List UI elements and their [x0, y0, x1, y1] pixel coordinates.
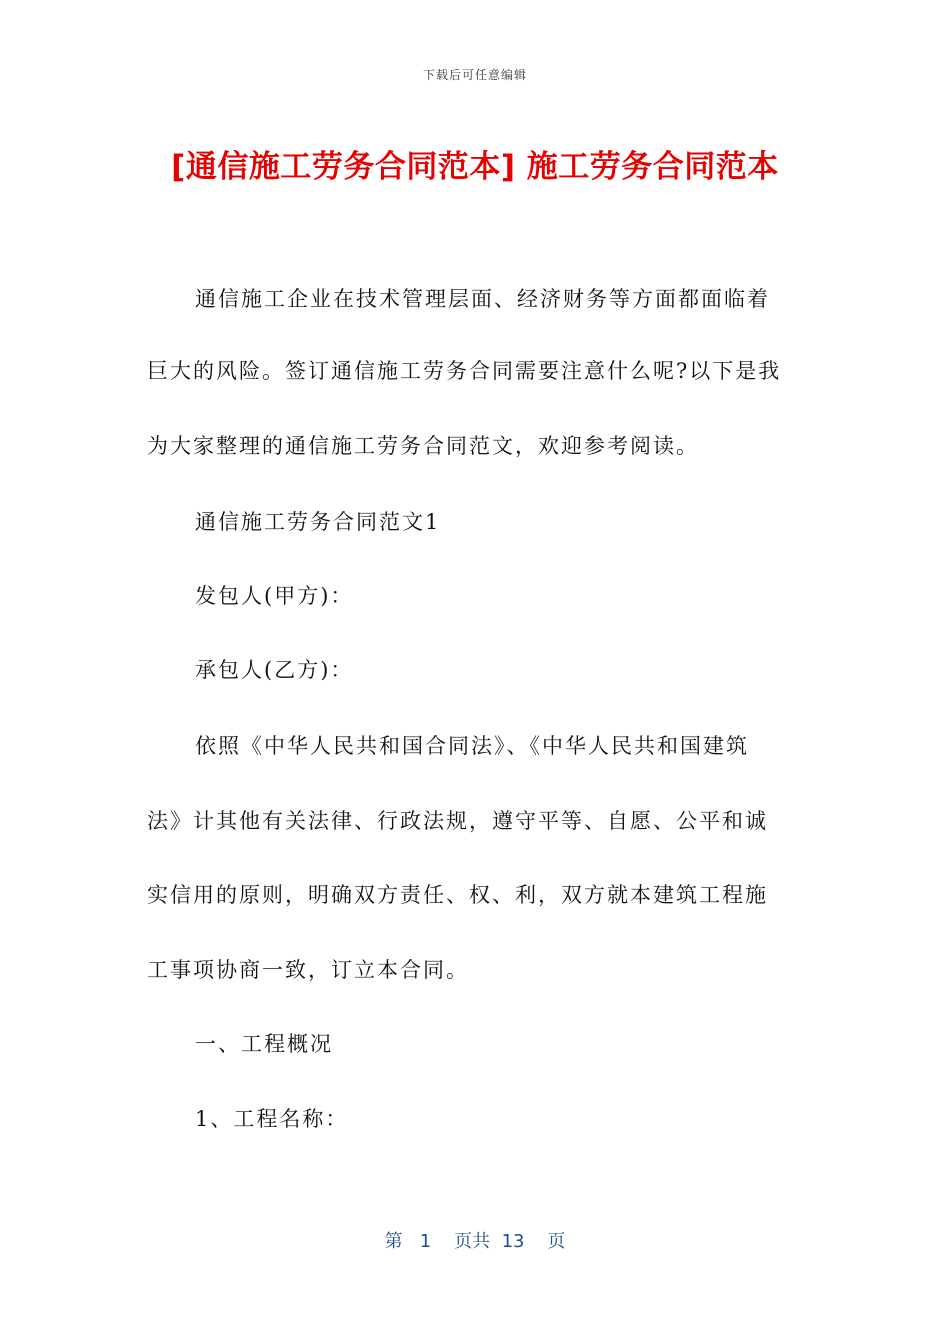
footer-suffix: 页 [547, 1231, 566, 1252]
footer-page-number: 1 [419, 1231, 432, 1252]
paragraph-line: 1、工程名称： [195, 1107, 349, 1131]
paragraph-line: 工事项协商一致，订立本合同。 [147, 958, 469, 982]
footer-prefix: 第 [384, 1231, 403, 1252]
paragraph-line: 通信施工企业在技术管理层面、经济财务等方面都面临着 [195, 287, 770, 311]
section-heading: 通信施工劳务合同范文1 [195, 510, 441, 534]
paragraph-line: 实信用的原则，明确双方责任、权、利，双方就本建筑工程施 [147, 883, 768, 907]
document-title: [通信施工劳务合同范本] 施工劳务合同范本 [171, 149, 779, 185]
paragraph-line: 承包人(乙方)： [195, 658, 354, 682]
section-heading: 一、工程概况 [195, 1032, 333, 1056]
header-note: 下载后可任意编辑 [422, 68, 527, 82]
paragraph-line: 巨大的风险。签订通信施工劳务合同需要注意什么呢?以下是我 [147, 359, 782, 383]
page-footer [0, 1227, 950, 1253]
footer-total-pages: 13 [501, 1231, 525, 1252]
paragraph-line: 发包人(甲方)： [195, 584, 354, 608]
paragraph-line: 依照《中华人民共和国合同法》、《中华人民共和国建筑 [195, 734, 749, 758]
paragraph-line: 法》计其他有关法律、行政法规，遵守平等、自愿、公平和诚 [147, 809, 768, 833]
footer-middle: 页共 [454, 1231, 491, 1252]
paragraph-line: 为大家整理的通信施工劳务合同范文，欢迎参考阅读。 [147, 434, 699, 458]
